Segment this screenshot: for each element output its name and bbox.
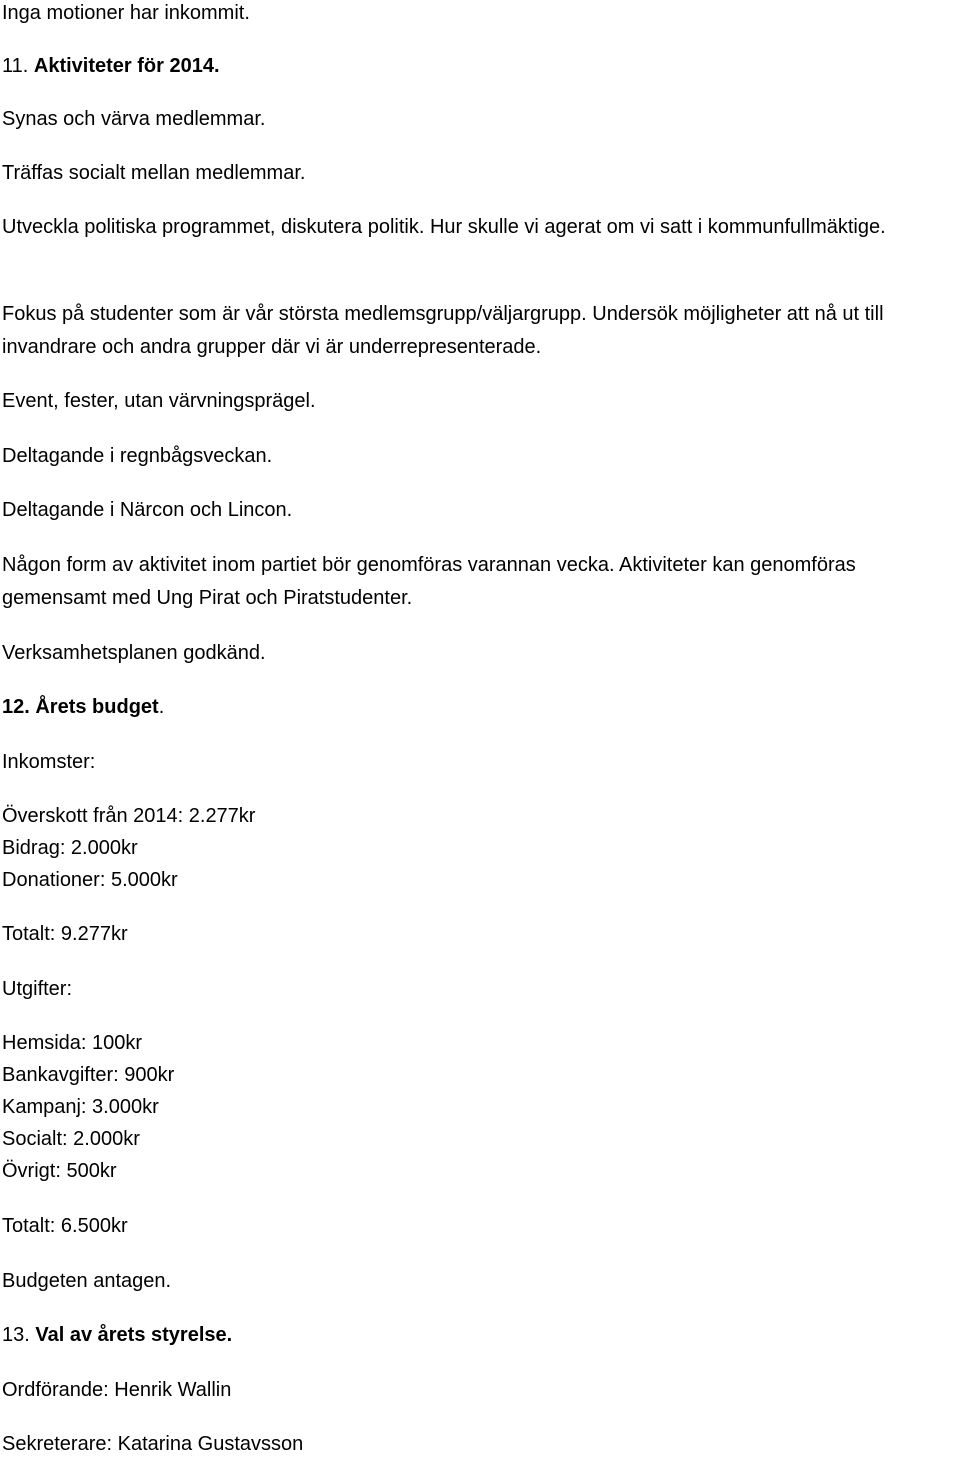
budget-approved-text: Budgeten antagen. — [2, 1270, 172, 1292]
section-12-title: 12. Årets budget — [2, 696, 159, 718]
section-11-title: Aktiviteter för 2014. — [33, 55, 220, 77]
plan-approved-text: Verksamhetsplanen godkänd. — [2, 642, 266, 664]
expense-row: Bankavgifter: 900kr — [2, 1064, 175, 1086]
section-12-dot: . — [158, 696, 165, 718]
expense-total: Totalt: 6.500kr — [2, 1215, 128, 1237]
activity-item: Fokus på studenter som är vår största medlemsgrupp/väljargrupp. Undersök möjligheter att nå ut till invandrare och andra grupper där vi är underrepresenterade. — [2, 303, 884, 358]
activity-item: Deltagande i regnbågsveckan. — [2, 445, 273, 467]
section-13-heading — [2, 1322, 232, 1348]
expense-list — [2, 1027, 174, 1187]
section-11-number: 11. — [2, 55, 29, 77]
activity-item: Deltagande i Närcon och Lincon. — [2, 499, 293, 521]
expense-heading: Utgifter: — [2, 978, 73, 1000]
activity-item: Någon form av aktivitet inom partiet bör genomföras varannan vecka. Aktiviteter kan genomföras gemensamt med Ung Pirat och Piratstudenter. — [2, 554, 856, 609]
expense-row: Övrigt: 500kr — [2, 1160, 117, 1182]
activity-item: Synas och värva medlemmar. — [2, 108, 266, 130]
section-13-title: Val av årets styrelse. — [35, 1324, 233, 1346]
income-row: Bidrag: 2.000kr — [2, 837, 138, 859]
section-12-heading — [2, 694, 164, 720]
activity-item: Utveckla politiska programmet, diskutera politik. Hur skulle vi agerat om vi satt i kommunfullmäktige. — [2, 216, 886, 238]
expense-row: Socialt: 2.000kr — [2, 1128, 140, 1150]
section-13-number: 13. — [2, 1324, 30, 1346]
section-11-heading — [2, 53, 220, 79]
activity-item: Träffas socialt mellan medlemmar. — [2, 162, 306, 184]
expense-row: Kampanj: 3.000kr — [2, 1096, 159, 1118]
no-motions-text: Inga motioner har inkommit. — [2, 2, 250, 24]
income-row: Överskott från 2014: 2.277kr — [2, 805, 256, 827]
income-heading: Inkomster: — [2, 751, 96, 773]
income-total: Totalt: 9.277kr — [2, 923, 128, 945]
activity-item: Event, fester, utan värvningsprägel. — [2, 390, 316, 412]
secretary-text: Sekreterare: Katarina Gustavsson — [2, 1433, 304, 1455]
income-list — [2, 800, 255, 896]
chair-text: Ordförande: Henrik Wallin — [2, 1379, 232, 1401]
expense-row: Hemsida: 100kr — [2, 1032, 143, 1054]
income-row: Donationer: 5.000kr — [2, 869, 178, 891]
